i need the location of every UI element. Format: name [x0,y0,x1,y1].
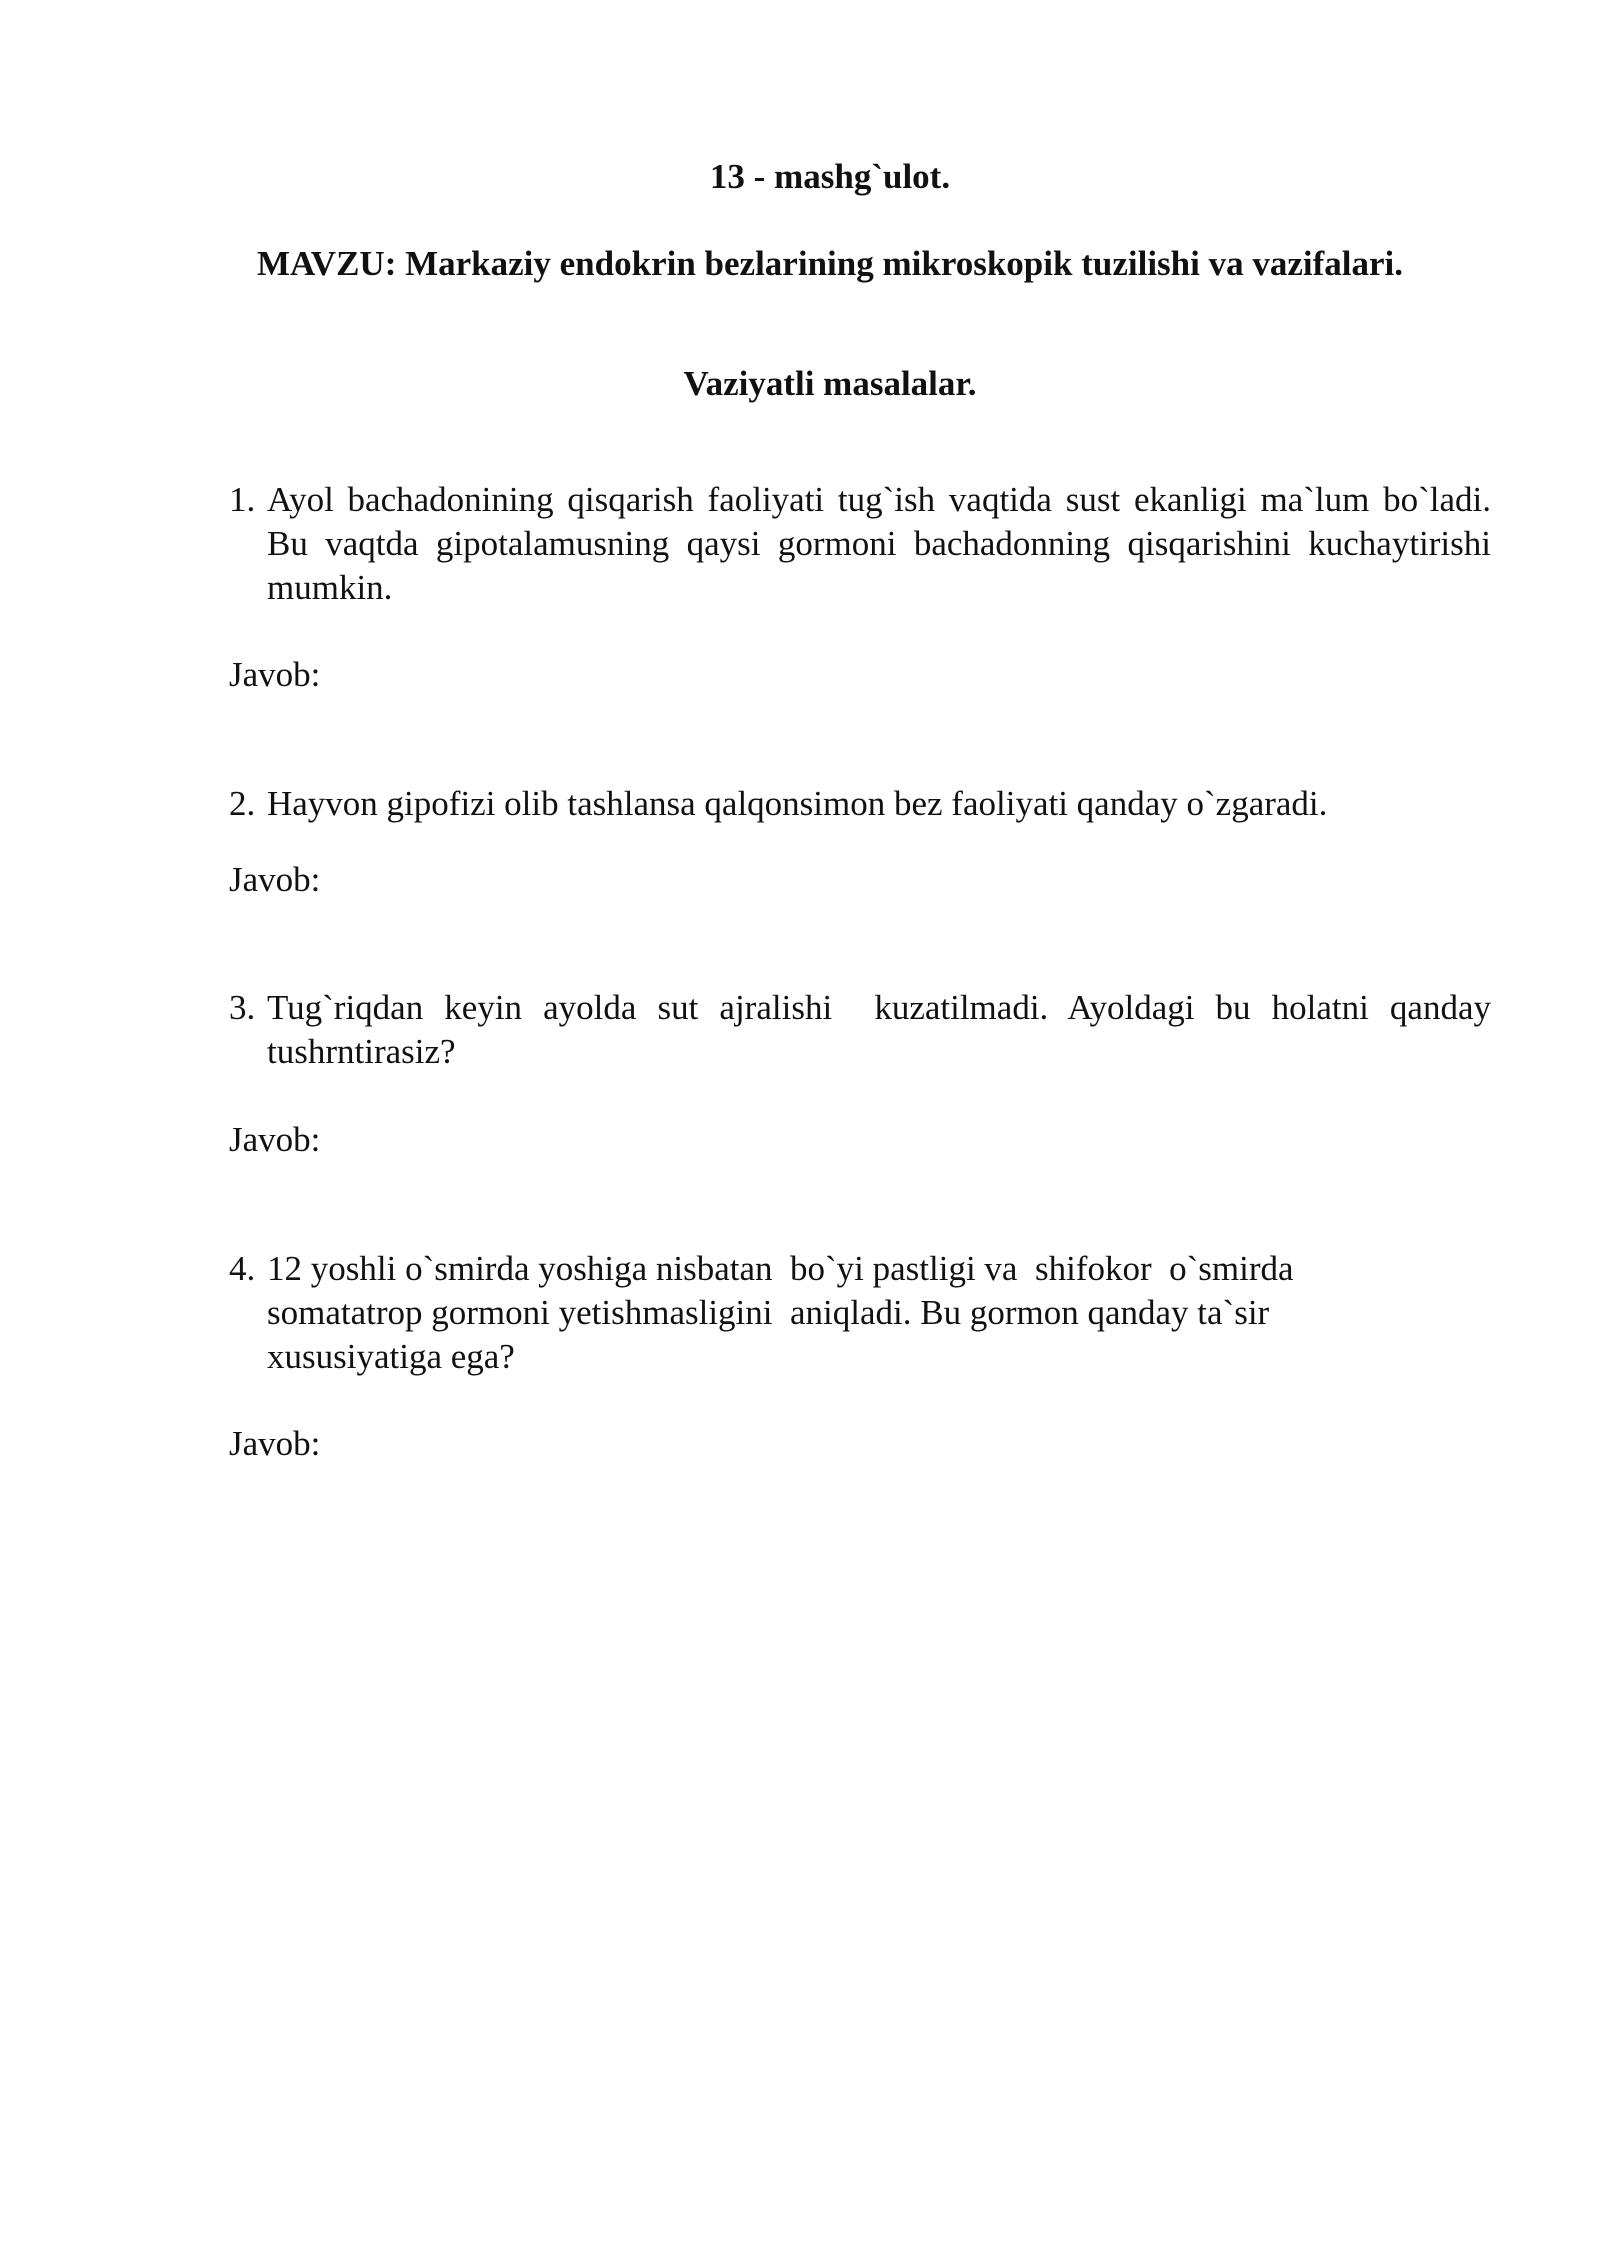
answer-label: Javob: [229,860,321,899]
section-title: Vaziyatli masalalar. [683,364,977,403]
question-number: 4. [229,1249,256,1288]
question-4 [229,1247,1409,1379]
question-2 [229,782,1491,826]
question-text: Hayvon gipofizi olib tashlansa qalqonsimon bez faoliyati qanday o`zgaradi. [267,784,1328,823]
question-text: 12 yoshli o`smirda yoshiga nisbatan bo`yi pastligi va shifokor o`smirda somatatrop gormoni yetishmasligini aniqladi. Bu gormon qanday ta`sir xususiyatiga ega? [267,1249,1303,1376]
question-number: 2. [229,784,256,823]
session-title: 13 - mashg`ulot. [709,157,951,196]
question-text: Tug`riqdan keyin ayolda sut ajralishi kuzatilmadi. Ayoldagi bu holatni qanday tushrntirasiz? [267,988,1500,1071]
question-text: Ayol bachadonining qisqarish faoliyati tug`ish vaqtida sust ekanligi ma`lum bo`ladi. Bu vaqtda gipotalamusning qaysi gormoni bachadonning qisqarishini kuchaytirishi mumkin. [267,480,1491,607]
question-3 [229,986,1500,1074]
topic-title: MAVZU: Markaziy endokrin bezlarining mikroskopik tuzilishi va vazifalari. [257,244,1403,283]
question-1 [229,478,1491,610]
question-number: 3. [229,988,256,1027]
answer-label: Javob: [229,1120,321,1159]
answer-label: Javob: [229,655,321,694]
question-number: 1. [229,480,256,519]
answer-label: Javob: [229,1424,321,1463]
